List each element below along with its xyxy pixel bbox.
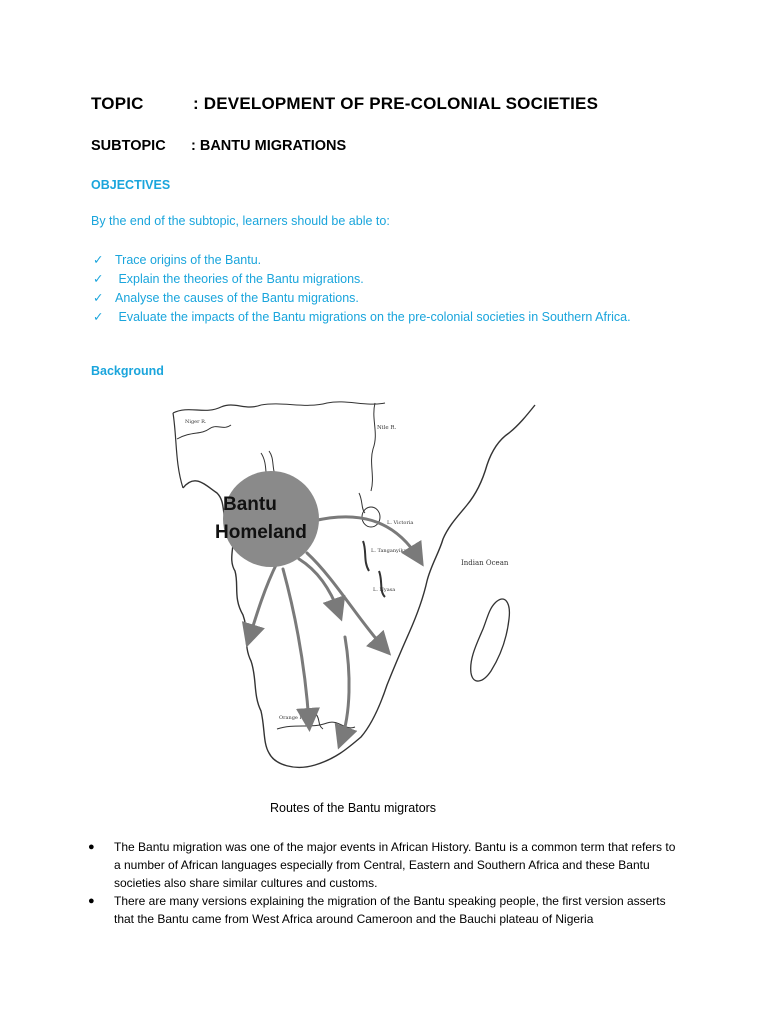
bullet-icon: ●	[88, 841, 95, 853]
objective-text: Analyse the causes of the Bantu migrations.	[115, 291, 359, 305]
objectives-heading: OBJECTIVES	[91, 178, 171, 192]
route-south	[283, 569, 309, 723]
label-nile: Nile R.	[377, 425, 397, 431]
objectives-list	[93, 251, 673, 327]
check-icon: ✓	[93, 272, 104, 286]
list-item	[88, 892, 678, 928]
list-item	[93, 270, 673, 289]
northern-border	[173, 405, 261, 413]
subtopic-heading	[91, 138, 346, 154]
africa-coastline	[183, 405, 535, 767]
topic-heading	[91, 94, 598, 114]
subtopic-value: : BANTU MIGRATIONS	[191, 138, 347, 154]
topic-value: : DEVELOPMENT OF PRE-COLONIAL SOCIETIES	[193, 94, 599, 113]
homeland-label-1: Bantu	[223, 494, 277, 515]
list-item	[93, 251, 673, 270]
bantu-migration-map	[165, 393, 545, 785]
bullet-text: There are many versions explaining the migration of the Bantu speaking people, the first version asserts that the Bantu came from West Africa around Cameroon and the Bauchi plateau of Nigeria	[114, 894, 666, 926]
western-coast	[173, 413, 183, 488]
objective-text: Trace origins of the Bantu.	[115, 253, 262, 267]
bullet-text: The Bantu migration was one of the major events in African History. Bantu is a common term that refers to a number of African languages especially from Central, Eastern and Southern Africa and these Bantu societies also share similar cultures and customs.	[114, 840, 676, 890]
topic-label: TOPIC	[91, 94, 144, 113]
nile-river	[371, 403, 375, 491]
label-tanganyika: L. Tanganyika	[371, 548, 407, 554]
lake-tanganyika	[363, 541, 369, 571]
list-item	[93, 289, 673, 308]
homeland-label-2: Homeland	[215, 522, 307, 543]
check-icon: ✓	[93, 310, 104, 324]
list-item	[93, 308, 673, 327]
label-nyasa: L. Nyasa	[373, 587, 396, 593]
label-victoria: L. Victoria	[387, 520, 414, 526]
background-heading: Background	[91, 364, 164, 378]
background-bullets	[88, 838, 678, 928]
route-southwest	[249, 563, 277, 639]
label-niger: Niger R.	[185, 419, 207, 425]
map-caption: Routes of the Bantu migrators	[270, 801, 437, 815]
list-item	[88, 838, 678, 892]
label-indian-ocean: Indian Ocean	[461, 559, 509, 567]
bullet-icon: ●	[88, 895, 95, 907]
check-icon: ✓	[93, 253, 104, 267]
lake-nyasa	[379, 571, 385, 597]
objectives-intro: By the end of the subtopic, learners should be able to:	[91, 214, 390, 228]
check-icon: ✓	[93, 291, 104, 305]
subtopic-label: SUBTOPIC	[91, 138, 166, 154]
homeland-circle	[223, 471, 319, 567]
lake-victoria	[362, 507, 380, 527]
objective-text: Evaluate the impacts of the Bantu migrations on the pre-colonial societies in Southern Africa.	[115, 310, 631, 324]
route-east-south	[307, 553, 385, 649]
niger-river	[177, 425, 231, 439]
label-orange: Orange R.	[279, 715, 305, 721]
objective-text: Explain the theories of the Bantu migrations.	[115, 272, 364, 286]
madagascar	[471, 599, 510, 681]
